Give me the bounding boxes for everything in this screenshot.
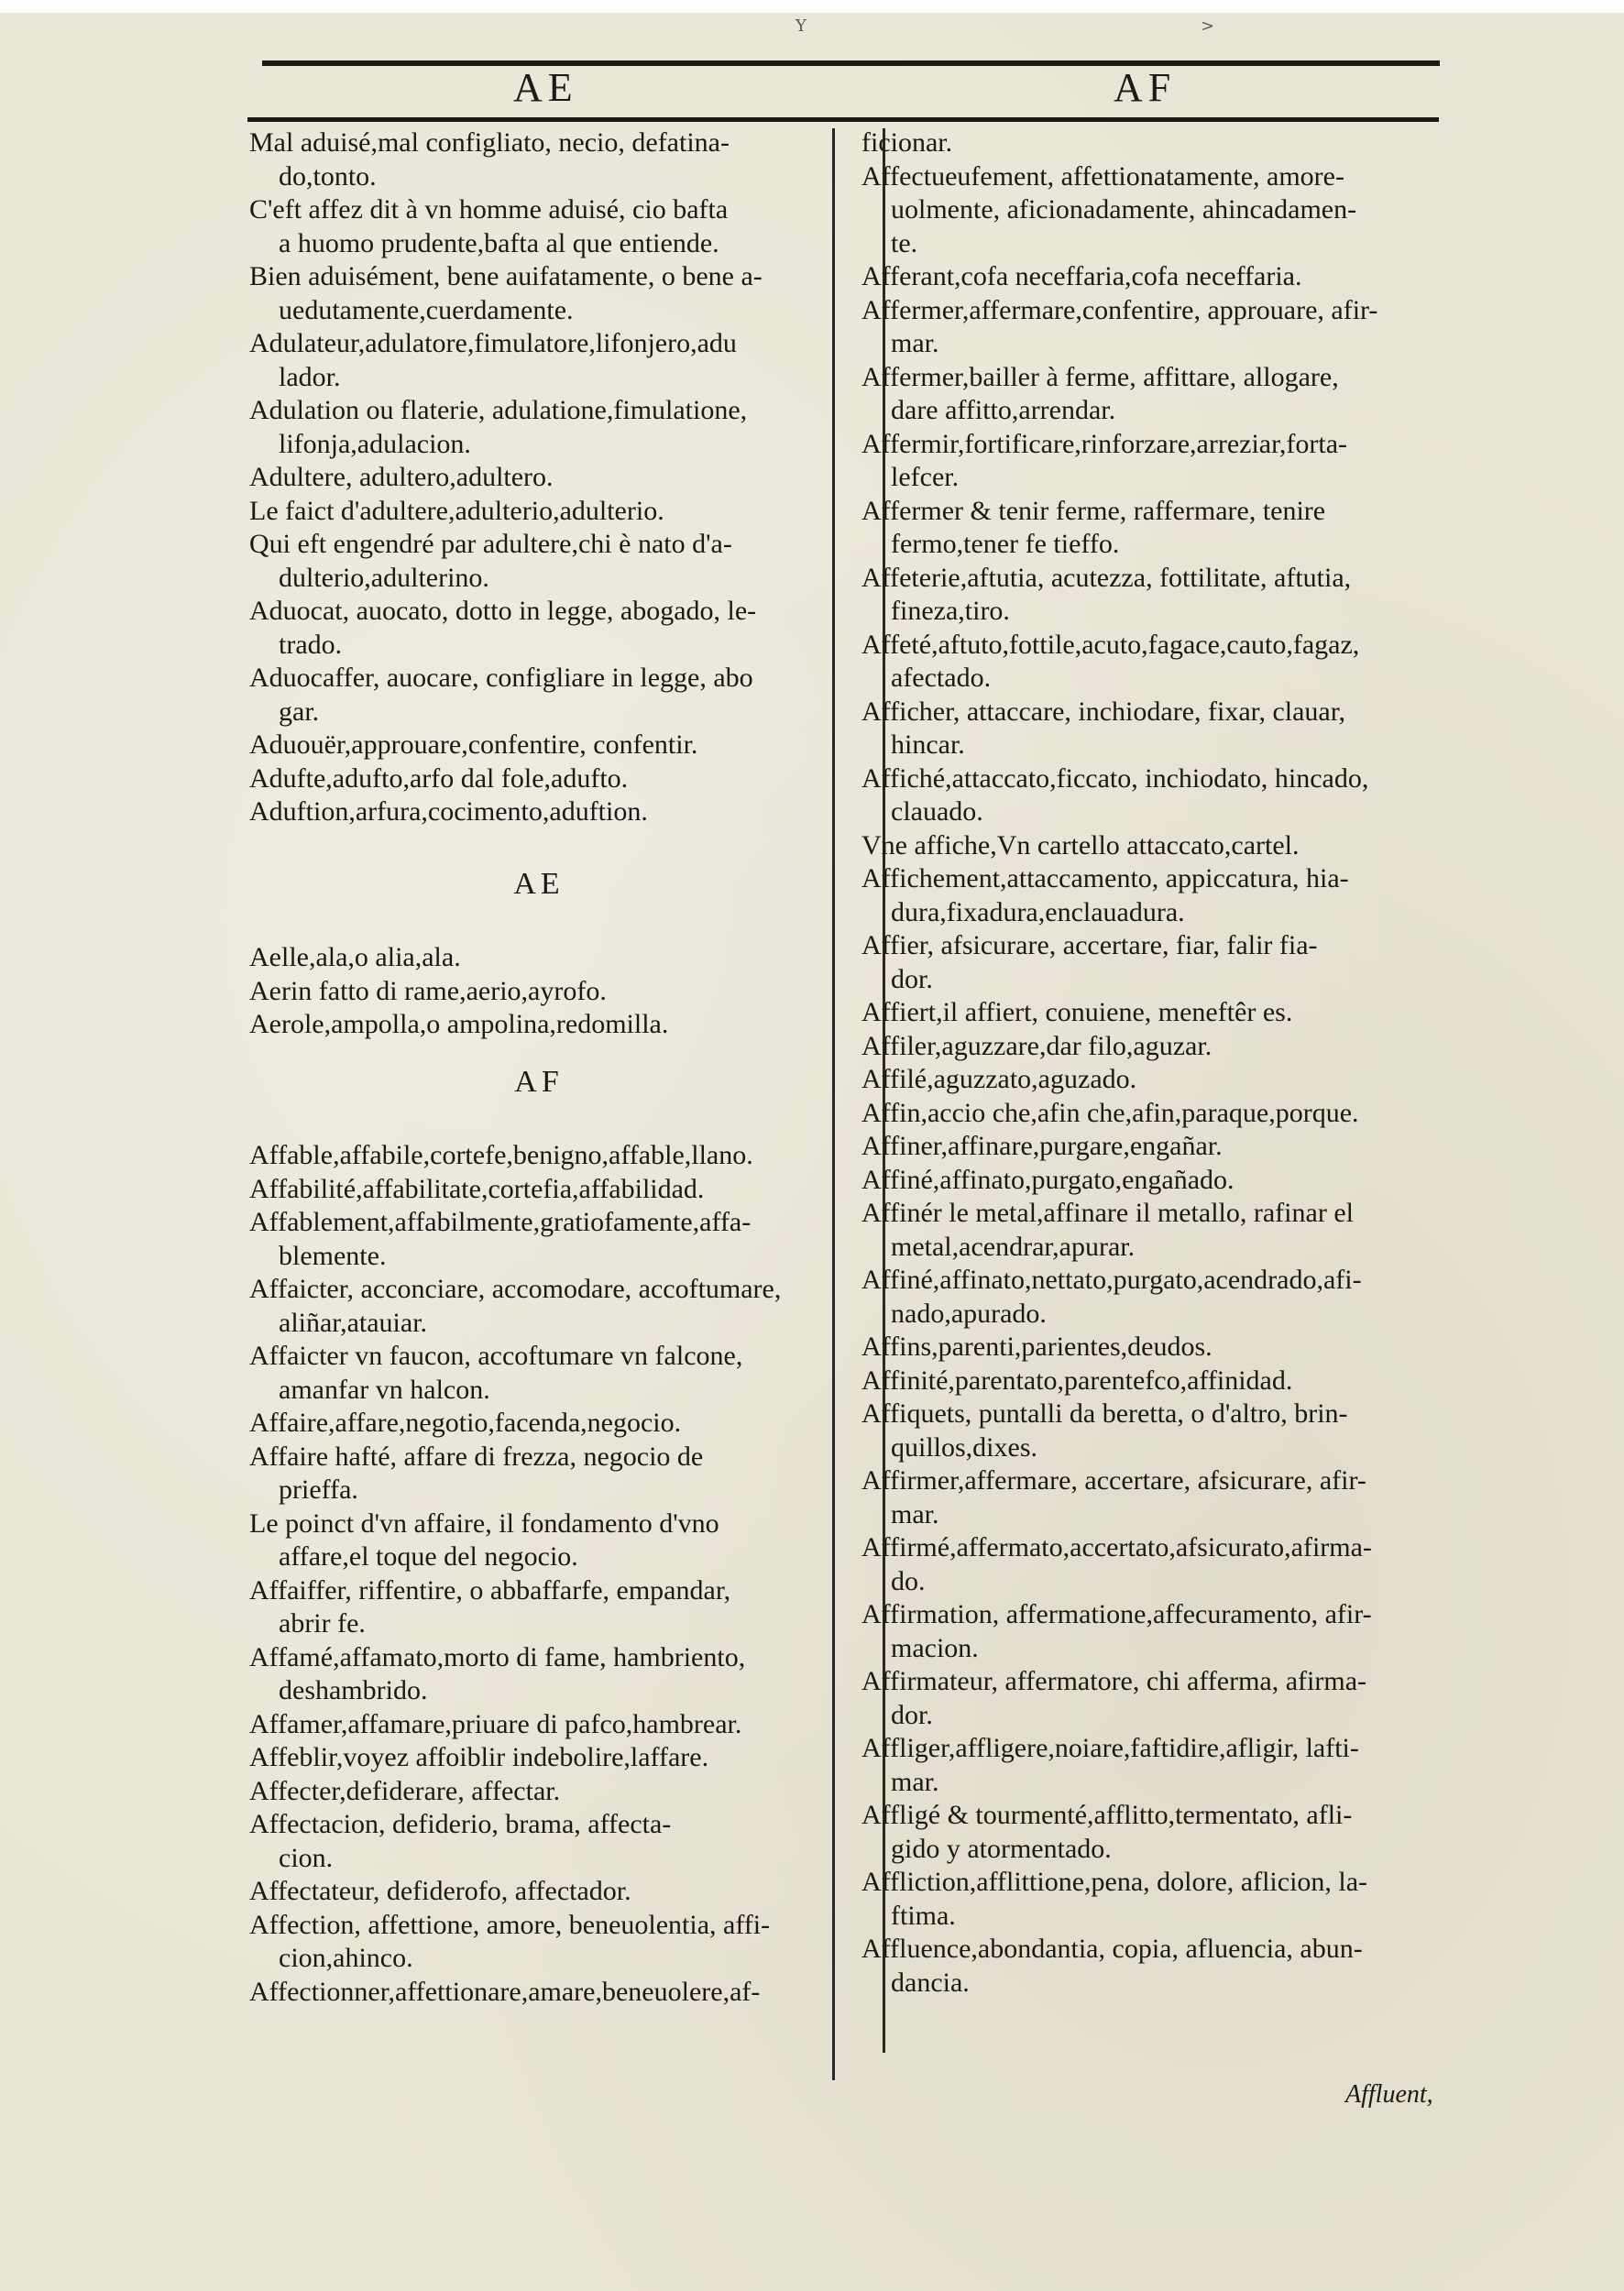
entry-continuation: uolmente, aficionadamente, ahincadamen-	[891, 194, 1357, 225]
dictionary-entry	[249, 1407, 828, 1441]
entry-continuation: dancia.	[891, 1967, 970, 1998]
entry-continuation: mar.	[891, 1498, 939, 1529]
entry-continuation: deshambrido.	[279, 1675, 428, 1705]
dictionary-entry	[861, 1464, 1439, 1531]
entry-line: Affermer & tenir ferme, raffermare, tenire	[861, 495, 1326, 526]
entry-line: Affeblir,voyez affoiblir indebolire,laffare.	[249, 1742, 709, 1772]
dictionary-entry	[249, 1173, 828, 1207]
dictionary-entry	[249, 126, 828, 193]
entry-continuation: lador.	[279, 361, 341, 392]
dictionary-entry	[861, 1866, 1439, 1933]
entry-continuation: aliñar,atauiar.	[279, 1307, 428, 1338]
entry-line: Affaicter, acconciare, accomodare, accoftumare,	[249, 1274, 782, 1304]
entry-continuation: dura,fixadura,enclauadura.	[891, 896, 1185, 927]
entry-continuation: do,tonto.	[279, 160, 377, 192]
dictionary-entry	[861, 294, 1439, 361]
dictionary-entry	[861, 1063, 1439, 1097]
entry-continuation: blemente.	[279, 1240, 387, 1271]
entry-line: Affable,affabile,cortefe,benigno,affable,llano.	[249, 1140, 753, 1170]
dictionary-entry	[861, 562, 1439, 629]
entry-line: Afferant,cofa neceffaria,cofa neceffaria.	[861, 261, 1302, 291]
entry-continuation: amanfar vn halcon.	[279, 1374, 490, 1405]
entry-line: Affirmé,affermato,accertato,afsicurato,afirma-	[861, 1532, 1372, 1562]
entry-continuation: dare affitto,arrendar.	[891, 395, 1116, 425]
dictionary-entry	[861, 1264, 1439, 1331]
entry-line: Affirmateur, affermatore, chi afferma, afirma-	[861, 1666, 1367, 1696]
entry-line: Affiler,aguzzare,dar filo,aguzar.	[861, 1030, 1213, 1061]
header-underline	[247, 117, 1439, 122]
entry-continuation: mar.	[891, 328, 939, 358]
entry-line: Aduouër,approuare,confentire, confentir.	[249, 729, 698, 760]
entry-line: Affiné,affinato,nettato,purgato,acendrado,afi-	[861, 1265, 1362, 1295]
entry-continuation: mar.	[891, 1766, 939, 1797]
dictionary-entry	[249, 595, 828, 662]
entry-line: Affluence,abondantia, copia, afluencia, abun-	[861, 1934, 1363, 1964]
right-column	[861, 126, 1439, 2000]
entry-continuation: lefcer.	[891, 462, 960, 492]
entry-line: Affirmation, affermatione,affecuramento, afir-	[861, 1599, 1372, 1629]
dictionary-entry	[861, 1331, 1439, 1365]
dictionary-entry	[861, 1398, 1439, 1464]
entry-line: Affermir,fortificare,rinforzare,arreziar,forta-	[861, 428, 1348, 459]
section-heading: AF	[514, 1064, 564, 1099]
column-divider	[832, 128, 835, 2080]
dictionary-entry	[249, 975, 828, 1009]
dictionary-entry	[249, 1641, 828, 1708]
dictionary-entry	[249, 795, 828, 829]
entry-line: Adulation ou flaterie, adulatione,fimulatione,	[249, 395, 748, 425]
dictionary-entry	[249, 1441, 828, 1507]
entry-continuation: lifonja,adulacion.	[279, 428, 471, 459]
dictionary-entry	[861, 1130, 1439, 1164]
dictionary-entry	[861, 1665, 1439, 1732]
dictionary-entry	[249, 327, 828, 394]
entry-line: Affaicter vn faucon, accoftumare vn falcone,	[249, 1341, 743, 1371]
entry-continuation: hincar.	[891, 729, 965, 760]
entry-continuation: prieffa.	[279, 1474, 358, 1505]
dictionary-entry	[861, 829, 1439, 863]
dictionary-entry	[861, 862, 1439, 929]
entry-line: Affermer,affermare,confentire, approuare, afir-	[861, 294, 1378, 325]
dictionary-entry	[249, 1875, 828, 1909]
entry-line: Adultere, adultero,adultero.	[249, 462, 554, 492]
dictionary-entry	[861, 1732, 1439, 1799]
entry-continuation: clauado.	[891, 796, 983, 827]
dictionary-entry	[249, 729, 828, 762]
dictionary-entry	[249, 662, 828, 729]
dictionary-entry	[249, 1741, 828, 1775]
entry-continuation: dor.	[891, 1699, 933, 1730]
entry-line: Affiner,affinare,purgare,engañar.	[861, 1131, 1223, 1161]
catchword: Affluent,	[1345, 2080, 1433, 2109]
entry-line: Affeterie,aftutia, acutezza, fottilitate, aftutia,	[861, 562, 1352, 593]
entry-line: Affirmer,affermare, accertare, afsicurare, afir-	[861, 1465, 1366, 1496]
entry-line: Aerole,ampolla,o ampolina,redomilla.	[249, 1009, 669, 1039]
entry-continuation: ftima.	[891, 1900, 956, 1931]
entry-line: Affilé,aguzzato,aguzado.	[861, 1064, 1137, 1094]
entry-continuation: affare,el toque del negocio.	[279, 1541, 578, 1572]
dictionary-entry	[861, 260, 1439, 294]
entry-continuation: macion.	[891, 1632, 979, 1663]
entry-line: Affinér le metal,affinare il metallo, rafinar el	[861, 1198, 1354, 1228]
section-heading: AE	[513, 866, 565, 901]
entry-continuation: quillos,dixes.	[891, 1431, 1038, 1463]
entry-line: Affaire hafté, affare di frezza, negocio de	[249, 1441, 704, 1472]
dictionary-entry	[861, 996, 1439, 1030]
left-column	[249, 126, 828, 2009]
dictionary-entry	[861, 1365, 1439, 1398]
dictionary-entry	[861, 762, 1439, 829]
dictionary-entry	[249, 1206, 828, 1273]
entry-line: Aerin fatto di rame,aerio,ayrofo.	[249, 975, 607, 1006]
dictionary-entry	[861, 696, 1439, 762]
dictionary-entry	[249, 1273, 828, 1340]
page-mark: >	[1201, 16, 1215, 36]
dictionary-entry	[861, 629, 1439, 696]
entry-line: Aduocaffer, auocare, configliare in legge, abo	[249, 663, 753, 693]
header-rule	[262, 60, 1440, 66]
entry-line: Affamer,affamare,priuare di pafco,hambrear.	[249, 1708, 742, 1739]
entry-continuation: dulterio,adulterino.	[279, 562, 489, 593]
entry-line: Affectionner,affettionare,amare,beneuolere,af-	[249, 1976, 761, 2007]
entry-continuation: gido y atormentado.	[891, 1833, 1112, 1864]
dictionary-entry	[249, 1574, 828, 1641]
dictionary-entry	[249, 193, 828, 260]
dictionary-entry	[249, 528, 828, 595]
entry-line: Bien aduisément, bene auifatamente, o bene a-	[249, 261, 763, 291]
dictionary-entry	[861, 1097, 1439, 1131]
entry-continuation: nado,apurado.	[891, 1298, 1047, 1329]
page-mark: Y	[796, 16, 807, 36]
entry-continuation: a huomo prudente,bafta al que entiende.	[279, 227, 719, 258]
dictionary-entry	[861, 495, 1439, 562]
entry-line: ficionar.	[861, 127, 953, 158]
entry-line: Affabilité,affabilitate,cortefia,affabilidad.	[249, 1173, 705, 1204]
entry-line: Adulateur,adulatore,fimulatore,lifonjero,adu	[249, 328, 737, 358]
dictionary-entry	[249, 762, 828, 796]
entry-line: Aduocat, auocato, dotto in legge, abogado, le-	[249, 596, 757, 626]
entry-line: Affins,parenti,parientes,deudos.	[861, 1332, 1213, 1362]
entry-line: Affliction,afflittione,pena, dolore, aflicion, la-	[861, 1867, 1368, 1897]
dictionary-entry	[249, 1008, 828, 1042]
entry-continuation: trado.	[279, 629, 343, 660]
entry-line: Affiné,affinato,purgato,engañado.	[861, 1164, 1234, 1195]
dictionary-entry	[249, 941, 828, 975]
entry-line: Affinité,parentato,parentefco,affinidad.	[861, 1365, 1293, 1396]
dictionary-entry	[861, 1197, 1439, 1264]
dictionary-entry	[861, 126, 1439, 160]
entry-continuation: fineza,tiro.	[891, 596, 1010, 626]
entry-line: Affliger,affligere,noiare,faftidire,afligir, lafti-	[861, 1733, 1359, 1763]
dictionary-entry	[861, 1030, 1439, 1064]
entry-line: Affaire,affare,negotio,facenda,negocio.	[249, 1408, 682, 1438]
entry-line: C'eft affez dit à vn homme aduisé, cio bafta	[249, 194, 729, 225]
dictionary-entry	[861, 929, 1439, 996]
dictionary-entry	[249, 1507, 828, 1574]
dictionary-entry	[249, 1340, 828, 1407]
dictionary-entry	[861, 1531, 1439, 1598]
entry-continuation: cion,ahinco.	[279, 1943, 413, 1973]
entry-line: Mal aduisé,mal configliato, necio, defatina-	[249, 127, 730, 158]
entry-line: Affiquets, puntalli da beretta, o d'altro, brin-	[861, 1398, 1348, 1429]
entry-line: Affichement,attaccamento, appiccatura, hia-	[861, 863, 1349, 893]
dictionary-entry	[861, 1799, 1439, 1866]
entry-line: Affectueufement, affettionatamente, amore-	[861, 160, 1344, 192]
dictionary-entry	[249, 1808, 828, 1875]
entry-line: Aduftion,arfura,cocimento,aduftion.	[249, 796, 648, 827]
dictionary-entry	[249, 394, 828, 461]
dictionary-entry	[861, 1164, 1439, 1198]
dictionary-entry	[249, 1708, 828, 1742]
entry-continuation: do.	[891, 1565, 926, 1596]
running-head-right: AF	[1114, 65, 1177, 110]
entry-line: Affectacion, defiderio, brama, affecta-	[249, 1809, 672, 1839]
dictionary-entry	[249, 1976, 828, 2010]
entry-line: Affection, affettione, amore, beneuolentia, affi-	[249, 1909, 771, 1940]
entry-line: Afficher, attaccare, inchiodare, fixar, clauar,	[861, 696, 1346, 727]
dictionary-entry	[861, 361, 1439, 428]
entry-continuation: te.	[891, 227, 918, 258]
dictionary-entry	[249, 1775, 828, 1809]
entry-line: Adufte,adufto,arfo dal fole,adufto.	[249, 762, 629, 794]
entry-line: Le faict d'adultere,adulterio,adulterio.	[249, 495, 664, 526]
dictionary-entry	[249, 495, 828, 529]
entry-line: Le poinct d'vn affaire, il fondamento d'vno	[249, 1507, 719, 1539]
entry-line: Affermer,bailler à ferme, affittare, allogare,	[861, 361, 1339, 392]
entry-line: Affiert,il affiert, conuiene, meneftêr es.	[861, 997, 1293, 1027]
entry-line: Vne affiche,Vn cartello attaccato,cartel.	[861, 829, 1300, 860]
entry-line: Qui eft engendré par adultere,chi è nato d'a-	[249, 529, 732, 559]
entry-line: Affecter,defiderare, affectar.	[249, 1775, 561, 1806]
entry-line: Affligé & tourmenté,afflitto,termentato, afli-	[861, 1800, 1353, 1830]
entry-line: Affaiffer, riffentire, o abbaffarfe, empandar,	[249, 1574, 731, 1606]
dictionary-entry	[861, 160, 1439, 261]
entry-line: Affamé,affamato,morto di fame, hambriento,	[249, 1641, 746, 1672]
entry-continuation: fermo,tener fe tieffo.	[891, 529, 1120, 559]
dictionary-entry	[249, 260, 828, 327]
dictionary-entry	[249, 1909, 828, 1976]
dictionary-entry	[861, 1933, 1439, 2000]
entry-line: Affeté,aftuto,fottile,acuto,fagace,cauto,fagaz,	[861, 629, 1360, 660]
entry-continuation: gar.	[279, 696, 320, 727]
entry-line: Affiché,attaccato,ficcato, inchiodato, hincado,	[861, 762, 1369, 794]
entry-continuation: cion.	[279, 1842, 334, 1873]
entry-line: Affier, afsicurare, accertare, fiar, falir fia-	[861, 930, 1318, 960]
running-head-left: AE	[513, 65, 578, 110]
entry-line: Aelle,ala,o alia,ala.	[249, 942, 461, 972]
entry-line: Affablement,affabilmente,gratiofamente,affa-	[249, 1207, 752, 1237]
dictionary-entry	[861, 428, 1439, 495]
entry-continuation: afectado.	[891, 663, 992, 693]
entry-continuation: uedutamente,cuerdamente.	[279, 294, 574, 325]
dictionary-entry	[861, 1598, 1439, 1665]
entry-line: Affin,accio che,afin che,afin,paraque,porque.	[861, 1097, 1359, 1128]
entry-continuation: abrir fe.	[279, 1608, 366, 1639]
dictionary-entry	[249, 1139, 828, 1173]
scan-margin	[0, 0, 1624, 13]
entry-line: Affectateur, defiderofo, affectador.	[249, 1876, 631, 1906]
dictionary-entry	[249, 461, 828, 495]
entry-continuation: dor.	[891, 963, 933, 994]
entry-continuation: metal,acendrar,apurar.	[891, 1231, 1136, 1262]
